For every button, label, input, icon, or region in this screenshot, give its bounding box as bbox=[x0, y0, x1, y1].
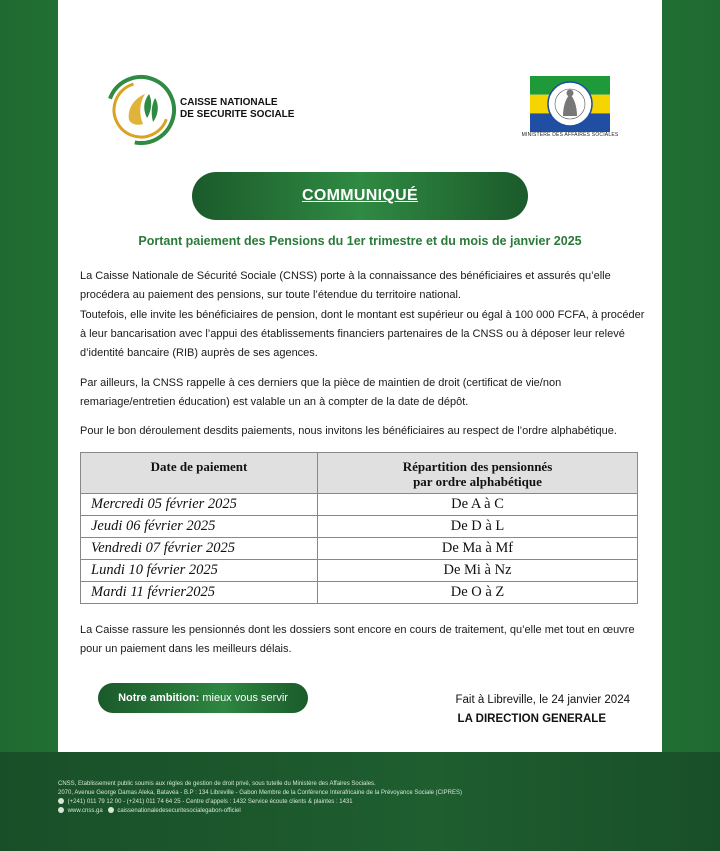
communique-subtitle: Portant paiement des Pensions du 1er trimestre et du mois de janvier 2025 bbox=[138, 234, 582, 248]
phone-icon bbox=[58, 798, 64, 804]
footer-social[interactable]: caissenationaledesecuritesocialegabon-officiel bbox=[117, 808, 241, 814]
gabon-flag-emblem bbox=[530, 76, 610, 132]
table-row bbox=[81, 516, 638, 538]
paragraph-intro: La Caisse Nationale de Sécurité Sociale (CNSS) porte à la connaissance des bénéficiaires et assurés qu’elle procédera au paiement des pensions, sur toute l’étendue du territoire national. bbox=[80, 270, 611, 301]
paragraph-bancarisation: Toutefois, elle invite les bénéficiaires de pension, dont le montant est supérieur ou égal à 100 000 FCFA, à procéder à leur bancarisation avec l’appui des établissements financiers partenaires de la CNSS ou à déposer leur relevé d’identité bancaire (RIB) auprès de ses agences. bbox=[80, 309, 645, 359]
globe-icon bbox=[58, 807, 64, 813]
footer-line3 bbox=[58, 798, 678, 806]
paragraph-certificate: Par ailleurs, la CNSS rappelle à ces derniers que la pièce de maintien de droit (certificat de vie/non remariage/entretien éducation) est valable un an à compter de la date de dépôt. bbox=[80, 377, 562, 408]
facebook-icon bbox=[108, 807, 114, 813]
org-name bbox=[180, 97, 320, 121]
table-header-row bbox=[81, 453, 638, 494]
place-date: Fait à Libreville, le 24 janvier 2024 bbox=[455, 694, 630, 706]
communique-banner bbox=[192, 172, 528, 220]
org-name-line2: DE SECURITE SOCIALE bbox=[180, 109, 295, 120]
row-date: Jeudi 06 février 2025 bbox=[81, 516, 318, 538]
ministry-label: MINISTÈRE DES AFFAIRES SOCIALES bbox=[521, 132, 619, 138]
row-range: De Ma à Mf bbox=[318, 538, 638, 560]
signer: LA DIRECTION GENERALE bbox=[457, 713, 606, 725]
footer-web[interactable]: www.cnss.ga bbox=[67, 808, 103, 814]
header-split bbox=[318, 453, 638, 494]
payment-schedule-table bbox=[80, 452, 638, 604]
paragraph-alphabetical: Pour le bon déroulement desdits paiements, nous invitons les bénéficiaires au respect de l’ordre alphabétique. bbox=[80, 425, 617, 437]
paragraph-reassurance: La Caisse rassure les pensionnés dont les dossiers sont encore en cours de traitement, qu’elle met tout en œuvre pour un paiement dans les meilleurs délais. bbox=[80, 624, 635, 655]
ambition-label: Notre ambition: bbox=[118, 692, 200, 704]
footer-line2: 2070, Avenue George Damas Aleka, Batavéa - B.P : 134 Libreville - Gabon Membre de la Conférence Interafricaine de la Prévoyance Sociale (CIPRES) bbox=[58, 790, 463, 796]
cnss-logo bbox=[105, 74, 177, 146]
header-date: Date de paiement bbox=[81, 453, 318, 494]
header-split-line2: par ordre alphabétique bbox=[413, 474, 542, 489]
ambition-pill bbox=[98, 683, 308, 713]
footer-line1: CNSS, Etablissement public soumis aux règles de gestion de droit privé, sous tutelle du Ministère des Affaires Sociales. bbox=[58, 781, 376, 787]
table-row bbox=[81, 582, 638, 604]
table-row bbox=[81, 538, 638, 560]
row-date: Vendredi 07 février 2025 bbox=[81, 538, 318, 560]
row-date: Mardi 11 février2025 bbox=[81, 582, 318, 604]
table-row bbox=[81, 494, 638, 516]
org-name-line1: CAISSE NATIONALE bbox=[180, 97, 278, 108]
table-row bbox=[81, 560, 638, 582]
row-range: De D à L bbox=[318, 516, 638, 538]
row-range: De O à Z bbox=[318, 582, 638, 604]
row-date: Mercredi 05 février 2025 bbox=[81, 494, 318, 516]
communique-title: COMMUNIQUÉ bbox=[302, 187, 418, 204]
row-range: De Mi à Nz bbox=[318, 560, 638, 582]
row-date: Lundi 10 février 2025 bbox=[81, 560, 318, 582]
footer-phones: (+241) 011 79 12 00 - (+241) 011 74 64 25 - Centre d’appels : 1432 Service écoute clients & plaintes : 1431 bbox=[67, 799, 353, 805]
footer-line4 bbox=[58, 807, 678, 815]
ambition-text: mieux vous servir bbox=[202, 692, 288, 704]
header-split-line1: Répartition des pensionnés bbox=[402, 459, 553, 474]
row-range: De A à C bbox=[318, 494, 638, 516]
